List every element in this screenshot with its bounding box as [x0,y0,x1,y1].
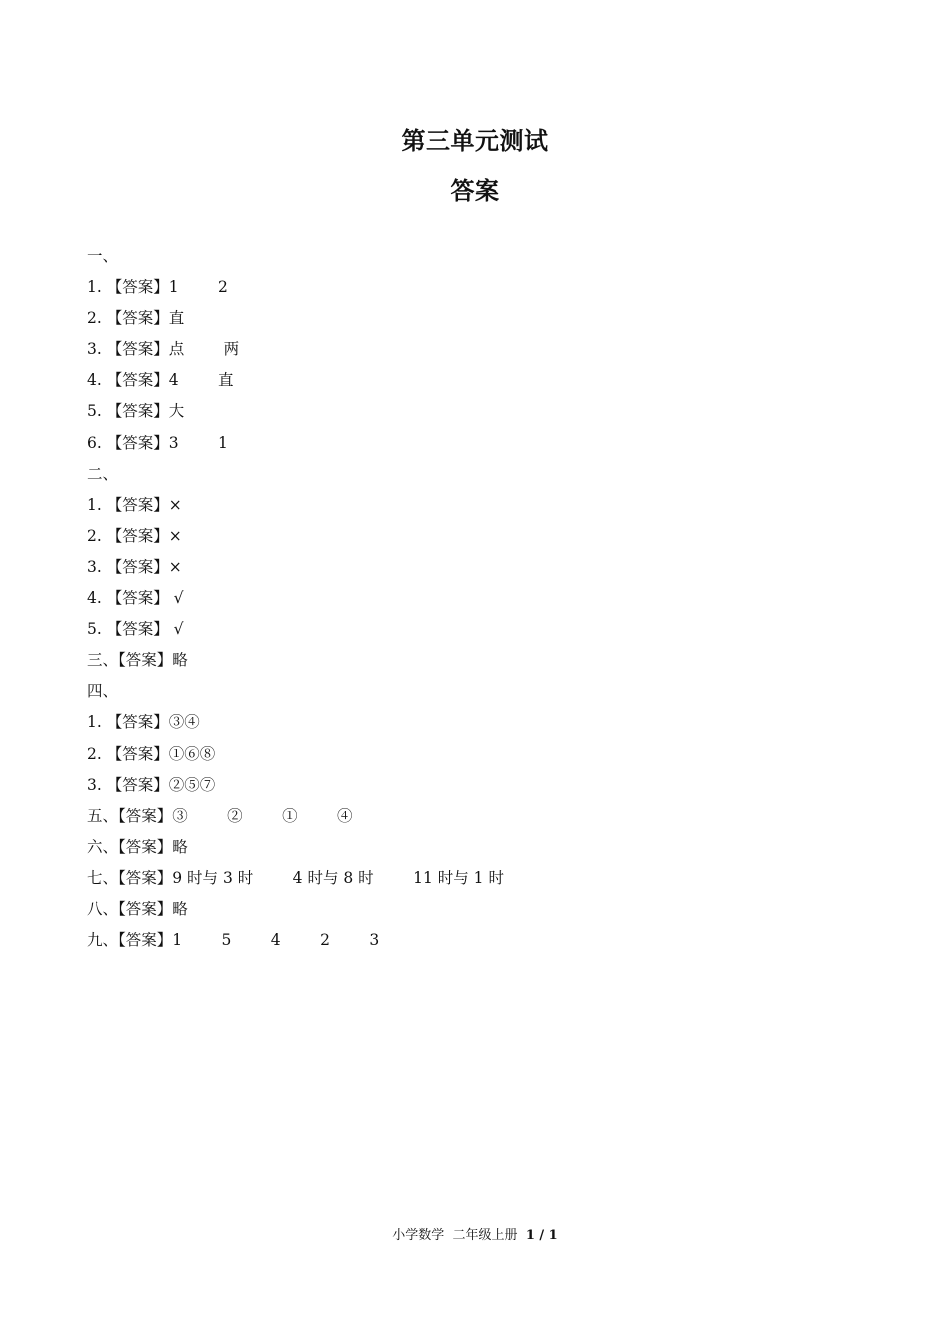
answer-line: 1. 【答案】1 2 [87,278,228,297]
answer-line: 3. 【答案】× [87,557,182,576]
answer-line: 6. 【答案】3 1 [87,433,228,452]
answer-line: 4. 【答案】 √ [87,589,184,608]
answer-line: 1. 【答案】③④ [87,713,200,732]
section-answer-8: 八、【答案】略 [87,899,188,918]
answer-line: 4. 【答案】4 直 [87,371,234,390]
page-subtitle: 答案 [450,177,500,205]
page-footer [0,1227,950,1245]
page-title: 第三单元测试 [401,127,549,155]
footer-text: 小学数学 二年级上册 [392,1228,526,1243]
answer-line: 2. 【答案】× [87,526,182,545]
section-heading-1: 一、 [87,247,119,265]
section-answer-9: 九、【答案】1 5 4 2 3 [87,931,380,950]
section-answer-3: 三、【答案】略 [87,651,188,670]
answer-line: 3. 【答案】点 两 [87,340,240,359]
section-answer-6: 六、【答案】略 [87,837,188,856]
answer-line: 5. 【答案】 √ [87,620,184,639]
answer-line: 2. 【答案】①⑥⑧ [87,744,216,763]
section-answer-7: 七、【答案】9 时与 3 时 4 时与 8 时 11 时与 1 时 [87,868,504,887]
answer-list [87,241,867,956]
answer-line: 3. 【答案】②⑤⑦ [87,775,216,794]
answer-line: 2. 【答案】直 [87,309,185,328]
answer-line: 5. 【答案】大 [87,402,185,421]
answer-line: 1. 【答案】× [87,495,182,514]
section-heading-2: 二、 [87,464,119,483]
section-heading-4: 四、 [87,682,119,701]
section-answer-5: 五、【答案】③ ② ① ④ [87,806,353,825]
page-number: 1 / 1 [525,1228,558,1243]
